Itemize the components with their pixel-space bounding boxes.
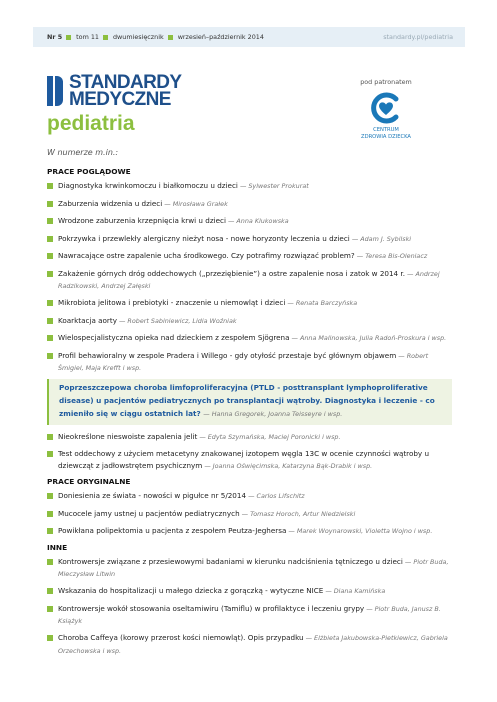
article-authors: — Carlos Lifschitz bbox=[246, 492, 305, 500]
bullet-square-icon bbox=[47, 528, 53, 534]
bullet-square-icon bbox=[47, 236, 53, 242]
article-item[interactable] bbox=[47, 632, 452, 656]
article-title: Profil behawioralny w zespole Pradera i Willego - gdy otyłość przestaje być głównym objawem bbox=[58, 350, 397, 360]
frequency: dwumiesięcznik bbox=[112, 33, 164, 41]
article-title: Doniesienia ze świata - nowości w pigułce nr 5/2014 bbox=[58, 491, 247, 500]
article-item[interactable] bbox=[47, 315, 452, 327]
article-item[interactable] bbox=[47, 508, 452, 520]
article-item[interactable] bbox=[47, 431, 452, 443]
article-authors: — Anna Malinowska, Julia Radoń-Proskura i wsp. bbox=[289, 334, 447, 343]
article-title: Wrodzone zaburzenia krzepnięcia krwi u dzieci bbox=[58, 216, 226, 225]
bullet-square-icon bbox=[47, 201, 53, 207]
issue-bar bbox=[33, 27, 465, 47]
article-item[interactable] bbox=[47, 233, 452, 245]
article-authors: — Andrzej Radzikowski, Andrzej Załęski bbox=[58, 269, 440, 290]
article-item[interactable] bbox=[47, 585, 452, 597]
article-title: Nieokreślone nieswoiste zapalenia jelit bbox=[58, 431, 198, 441]
volume: tom 11 bbox=[76, 33, 99, 41]
article-item[interactable] bbox=[47, 556, 452, 580]
logo-line-2: MEDYCZNE bbox=[69, 89, 171, 110]
table-of-contents bbox=[47, 148, 452, 662]
logo-mark-icon bbox=[47, 74, 65, 108]
issue-number: Nr 5 bbox=[47, 33, 63, 41]
site-link[interactable]: standardy.pl/pediatria bbox=[383, 33, 453, 41]
article-authors: — Diana Kamińska bbox=[323, 587, 386, 596]
article-title: Mucocele jamy ustnej u pacjentów pediatrycznych bbox=[58, 508, 240, 518]
article-title: Powikłana polipektomia u pacjenta z zespołem Peutza-Jeghersa bbox=[58, 526, 287, 535]
article-title: Wielospecjalistyczna opieka nad dzieckiem z zespołem Sjögrena bbox=[58, 333, 290, 343]
article-item[interactable] bbox=[47, 198, 452, 210]
journal-title: pediatria bbox=[47, 112, 135, 135]
article-title: Kontrowersje związane z przesiewowymi badaniami w kierunku nadciśnienia tętniczego u dzieci bbox=[58, 556, 403, 566]
heart-c-icon bbox=[369, 91, 403, 125]
section-heading: PRACE POGLĄDOWE bbox=[47, 167, 131, 176]
article-authors: — Edyta Szymańska, Maciej Poronicki i wsp. bbox=[197, 432, 341, 441]
article-authors: — Teresa Bis-Oleniacz bbox=[354, 252, 428, 260]
article-authors: — Piotr Buda, Janusz B. Książyk bbox=[58, 604, 441, 625]
article-item[interactable] bbox=[47, 350, 452, 374]
article-item[interactable] bbox=[47, 603, 452, 627]
article-item[interactable] bbox=[47, 490, 452, 502]
featured-article[interactable] bbox=[47, 379, 452, 424]
article-title: Wskazania do hospitalizacji u małego dziecka z gorączką - wytyczne NICE bbox=[58, 586, 324, 596]
article-item[interactable] bbox=[47, 180, 452, 192]
article-title: Choroba Caffeya (korowy przerost kości niemowląt). Opis przypadku bbox=[58, 633, 304, 643]
article-title: Kontrowersje wokół stosowania oseltamiwiru (Tamiflu) w profilaktyce i leczeniu grypy bbox=[58, 603, 365, 613]
article-title: Test oddechowy z użyciem metacetyny znakowanej izotopem węgla 13C w ocenie czynności wątroby u dziewcząt z jadłowstrętem psychicznym bbox=[58, 449, 430, 470]
bullet-square-icon bbox=[47, 588, 53, 594]
article-authors: — Piotr Buda, Mieczysław Litwin bbox=[58, 557, 449, 578]
bullet-square-icon bbox=[47, 434, 53, 440]
bullet-square-icon bbox=[47, 493, 53, 499]
bullet-square-icon bbox=[47, 318, 53, 324]
article-title: Diagnostyka krwinkomoczu i białkomoczu u dzieci bbox=[58, 181, 238, 190]
article-authors: — Robert Sabiniewicz, Lidia Woźniak bbox=[116, 316, 237, 325]
standardy-medyczne-logo bbox=[47, 74, 181, 108]
article-authors: — Sylwester Prokurat bbox=[237, 182, 309, 190]
article-authors: — Adam J. Sybilski bbox=[349, 234, 412, 243]
intro-text: W numerze m.in.: bbox=[47, 148, 119, 157]
article-title: Zaburzenia widzenia u dzieci bbox=[58, 198, 163, 208]
bullet-square bbox=[66, 35, 71, 40]
bullet-square-icon bbox=[47, 253, 53, 259]
bullet-square-icon bbox=[47, 300, 53, 306]
section-heading: INNE bbox=[47, 542, 68, 552]
article-item[interactable] bbox=[47, 297, 452, 309]
bullet-square-icon bbox=[47, 559, 53, 565]
article-title: Pokrzywka i przewlekły alergiczny nieżyt nosa - nowe horyzonty leczenia u dzieci bbox=[58, 233, 350, 243]
bullet-square-icon bbox=[47, 335, 53, 341]
article-authors: — Marek Woynarowski, Violetta Wojno i wsp. bbox=[286, 527, 433, 535]
article-title: Zakażenie górnych dróg oddechowych („przeziębienie”) a ostre zapalenie nosa i zatok w 2014 r. bbox=[58, 268, 405, 278]
patron-name-1: CENTRUM bbox=[373, 127, 399, 133]
bullet-square-icon bbox=[47, 606, 53, 612]
bullet-square-icon bbox=[47, 451, 53, 457]
featured-authors: — Hanna Gregorek, Joanna Teisseyre i wsp. bbox=[203, 410, 343, 418]
bullet-square-icon bbox=[47, 511, 53, 517]
bullet-square-icon bbox=[47, 635, 53, 641]
bullet-square-icon bbox=[47, 218, 53, 224]
article-authors: — Robert Śmigiel, Maja Krefft i wsp. bbox=[58, 351, 429, 372]
article-authors: — Elżbieta Jakubowska-Pietkiewicz, Gabriela Orzechowska i wsp. bbox=[58, 634, 448, 655]
patron-name-2: ZDROWIA DZIECKA bbox=[361, 134, 411, 140]
bullet-square bbox=[168, 35, 173, 40]
article-title: Koarktacja aorty bbox=[58, 315, 117, 325]
patronage-block bbox=[352, 78, 420, 141]
bullet-square-icon bbox=[47, 183, 53, 189]
section-heading: PRACE ORYGINALNE bbox=[47, 477, 131, 486]
bullet-square bbox=[103, 35, 108, 40]
article-item[interactable] bbox=[47, 448, 452, 471]
article-authors: — Anna Klukowska bbox=[225, 217, 289, 225]
article-item[interactable] bbox=[47, 525, 452, 537]
article-authors: — Mirosława Grałek bbox=[162, 199, 228, 208]
issue-date: wrzesień–październik 2014 bbox=[177, 33, 264, 41]
article-authors: — Tomasz Horoch, Artur Niedzielski bbox=[239, 509, 356, 518]
article-item[interactable] bbox=[47, 250, 452, 262]
article-item[interactable] bbox=[47, 215, 452, 227]
article-title: Nawracające ostre zapalenie ucha środkowego. Czy potrafimy rozwiązać problem? bbox=[58, 251, 355, 260]
article-title: Mikrobiota jelitowa i prebiotyki - znaczenie u niemowląt i dzieci bbox=[58, 298, 286, 308]
patronage-label: pod patronatem bbox=[360, 78, 412, 86]
article-item[interactable] bbox=[47, 268, 452, 292]
logo-line-1: STANDARDY bbox=[69, 72, 182, 93]
bullet-square-icon bbox=[47, 271, 53, 277]
bullet-square-icon bbox=[47, 353, 53, 359]
article-authors: — Joanna Oświęcimska, Katarzyna Bąk-Drabik i wsp. bbox=[202, 461, 373, 470]
article-authors: — Renata Barczyńska bbox=[285, 299, 358, 308]
featured-title: Poprzeszczepowa choroba limfoproliferacyjna (PTLD - posttransplant lymphoproliferative disease) u pacjentów pediatrycznych po transplantacji wątroby. Diagnostyka i leczenie - co zmieniło się w ciągu ostatnich lat? bbox=[59, 383, 435, 418]
article-item[interactable] bbox=[47, 332, 452, 344]
